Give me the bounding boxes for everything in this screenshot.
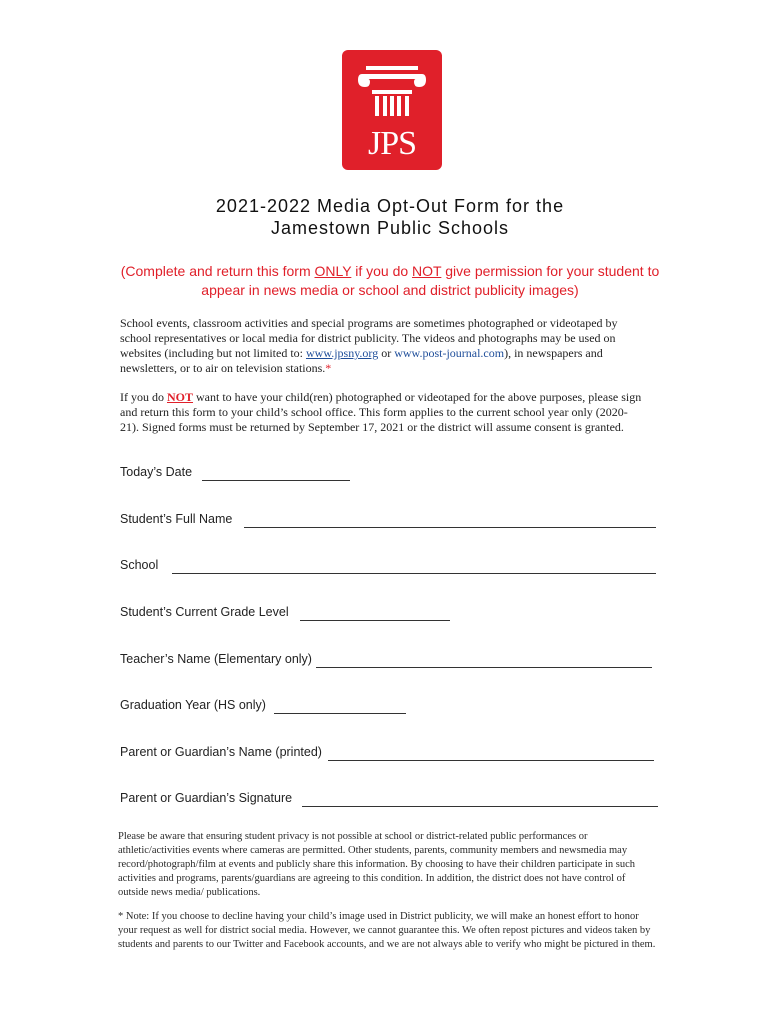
student-name-line[interactable]: [244, 527, 656, 528]
subtitle-not: NOT: [412, 263, 442, 279]
form-title: [110, 195, 670, 239]
student-name-label: Student’s Full Name: [120, 512, 233, 526]
student-name-field[interactable]: [120, 512, 660, 530]
privacy-paragraph: Please be aware that ensuring student privacy is not possible at school or district-related public performances or athletic/activities events where cameras are permitted. Other students, parents, community members and newsmedia may record/photograph/film at events and publicly share this information. By choosing to have their children participate in such activities and programs, parents/guardians are agreeing to this condition. In addition, the district does not have control of outside news media/ publications.: [118, 831, 635, 898]
grade-field[interactable]: [120, 605, 660, 623]
subtitle-text: (Complete and return this form: [120, 263, 315, 279]
title-line-2: Jamestown Public Schools: [270, 218, 510, 238]
instructions-not: NOT: [167, 390, 194, 404]
date-field[interactable]: [120, 465, 660, 483]
teacher-field[interactable]: [120, 652, 660, 670]
intro-asterisk: *: [325, 361, 332, 375]
graduation-line[interactable]: [274, 713, 406, 714]
grade-line[interactable]: [300, 620, 450, 621]
graduation-field[interactable]: [120, 698, 660, 716]
subtitle-only: ONLY: [314, 263, 352, 279]
subtitle-text: give permission for your student to appear in news media or school and district publicity images): [201, 263, 660, 298]
post-journal-link[interactable]: www.post-journal.com: [394, 346, 505, 360]
logo-text: JPS: [367, 125, 417, 162]
school-field[interactable]: [120, 558, 660, 576]
form-subtitle: [112, 262, 668, 300]
date-line[interactable]: [202, 480, 350, 481]
jps-logo: [342, 50, 442, 170]
graduation-label: Graduation Year (HS only): [120, 698, 266, 712]
jpsny-link[interactable]: www.jpsny.org: [305, 346, 379, 360]
signature-line[interactable]: [302, 806, 658, 807]
intro-text: ), in newspapers and newsletters, or to air on television stations.: [120, 346, 603, 375]
intro-text: or: [378, 346, 395, 360]
teacher-label: Teacher’s Name (Elementary only): [120, 652, 312, 666]
note-paragraph: * Note: If you choose to decline having your child’s image used in District publicity, we will make an honest effort to honor your request as well for district social media. However, we cannot guarantee this. We often repost pictures and videos taken by students and parents to our Twitter and Facebook accounts, and we are not always able to verify who might be pictured in them.: [118, 911, 656, 950]
intro-paragraph: [120, 316, 645, 376]
instructions-text: want to have your child(ren) photographed or videotaped for the above purposes, please sign and return this form to your child’s school office. This form applies to the current school year only (2020-21). Signed forms must be returned by September 17, 2021 or the district will assume consent is granted.: [120, 390, 642, 434]
parent-name-line[interactable]: [328, 760, 654, 761]
subtitle-text: if you do: [351, 263, 413, 279]
school-label: School: [120, 558, 159, 572]
intro-text: School events, classroom activities and special programs are sometimes photographed or videotaped by school representatives or local media for district publicity. The videos and photographs may be used on websites (including but not limited to:: [120, 316, 618, 360]
signature-field[interactable]: [120, 791, 660, 809]
title-line-1: 2021-2022 Media Opt-Out Form for the: [215, 196, 565, 216]
school-line[interactable]: [172, 573, 656, 574]
teacher-line[interactable]: [316, 667, 652, 668]
instructions-paragraph: [120, 390, 645, 435]
parent-name-field[interactable]: [120, 745, 660, 763]
date-label: Today’s Date: [120, 465, 193, 479]
signature-label: Parent or Guardian’s Signature: [120, 791, 293, 805]
instructions-text: If you do: [120, 390, 167, 404]
parent-name-label: Parent or Guardian’s Name (printed): [120, 745, 322, 759]
grade-label: Student’s Current Grade Level: [120, 605, 289, 619]
